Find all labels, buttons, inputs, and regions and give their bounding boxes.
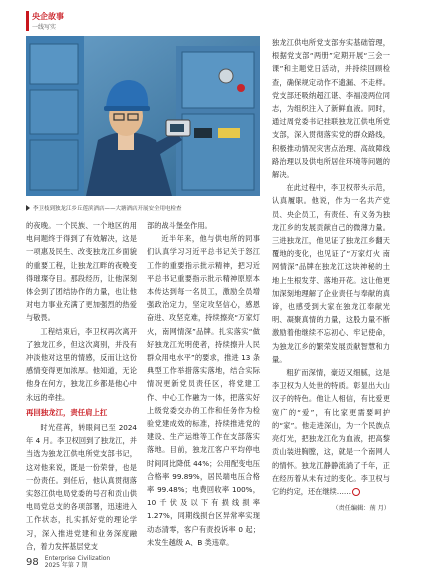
header-accent-bar xyxy=(26,11,29,31)
paragraph: 的夜晚。一个民族、一个地区的用电问题终于得到了有效解决，这是一项惠及民生、改变独龙江乡面貌的重要工程，让独龙江畔的夜晚变得璀璨夺目。那段经历，让他深刻体会到了团结协作的力量，也让他对电力事业充满了更加强烈的热爱与敬畏。 xyxy=(26,221,137,323)
magazine-name: Enterprise Civilization xyxy=(44,555,111,562)
photo-caption xyxy=(26,204,260,212)
section-subheading: 再回独龙江，责任肩上扛 xyxy=(26,407,108,417)
section-header xyxy=(26,11,66,33)
paragraph: 在此过程中，李卫权带头示范，认真履职。他说，作为一名共产党员、央企员工，有责任、有义务为独龙江乡的发展贡献自己的微薄力量。三进独龙江，他见证了独龙江乡翻天覆地的变化，也见证了“万家灯火 南网情深”品牌在独龙江这块神秘的土地上生根发芽、落地开花。这让他更加深刻地理解了企业责任与奉献的真谛，也感受到大家在独龙江奉献光明、凝聚真情的力量，这股力量不断激励着他继续不忘初心、牢记使命，为独龙江乡的繁荣发展贡献智慧和力量。 xyxy=(272,183,390,364)
text-column-right xyxy=(272,36,390,515)
feature-photo xyxy=(26,36,260,196)
paragraph-text: 粗犷而深情，豪迈又细腻，这是李卫权为人处世的特质。彰显出大山汉子的特色。他让人相信，有比爱更宽广的“爱”，有比家更需要呵护的“家”。他走进深山，为一个民族点亮灯光，把独龙江化为血液，把高黎贡山装进胸膛，这，就是一个南网人的情怀。独龙江静静流淌了千年，正在经历着从未有过的变化。李卫权与它的约定，还在继续…… xyxy=(272,368,390,496)
page-number: 98 xyxy=(26,556,39,568)
footer-publication xyxy=(45,555,111,569)
column-name: 央企故事 xyxy=(32,12,64,21)
text-column-left xyxy=(26,219,137,553)
editor-credit: （责任编辑：荊 月） xyxy=(332,505,390,513)
caption-triangle-icon xyxy=(26,205,30,211)
issue-label: 2025 年第 7 期 xyxy=(44,562,88,569)
paragraph xyxy=(272,366,390,498)
paragraph: 近半年来，他与供电所的同事们认真学习习近平总书记关于怒江工作的重要指示批示精神，把习近平总书记重要指示批示精神原原本本传达到每一名员工，激励全员增强政治定力，坚定攻坚信心，感恩奋进、攻坚克难，持续擦亮“万家灯火，南网情深”品牌。扎实落实“做好独龙江光明使者，持续擦升人民群众用电水平”的要求，推进 13 条典型工作举措落实落地，结合实际情况更新党员责任区，将党建工作、中心工作融为一体，把落实好上级党委交办的工作和任务作为检验党建成效的标准，持续推进党的建设、生产运维等工作在支部落实落地。目前，独龙江客户平均停电时间同比降低 44%；公用配变电压合格率 99.89%，居民端电压合格率 99.48%；电费回收率 100%，10千伏及以下有损线损率 1.27%，同期线损台区异常率实现动态清零，客户有责投诉率 0 起；未发生越级 A、B 类违章。 xyxy=(147,234,260,547)
page-footer xyxy=(26,555,110,569)
end-mark-icon xyxy=(352,488,360,496)
paragraph: 时光荏苒，转眼间已至 2024 年 4 月。李卫权回到了独龙江，并当选为独龙江供电所党支部书记，这对他来说，既是一份荣誉，也是一份责任。到任后，他认真贯彻落实怒江供电局党委的号召和贡山供电局党总支的各项部署，迅速进入工作状态，扎实抓好党的理论学习，深入推进党建和业务深度融合，着力发挥基层党支 xyxy=(26,423,137,551)
text-column-middle xyxy=(147,219,260,549)
paragraph: 工程结束后，李卫权再次离开了独龙江乡，但这次离别，并没有冲淡他对这里的情感，反而让这份感情变得更加浓厚。他知道，无论他身在何方，独龙江乡都是他心中永远的牵挂。 xyxy=(26,326,137,402)
paragraph: 独龙江供电所党支部夯实基础管理，根据党支部“两册”定期开展“三会一课”和主题党日活动，并持续回顾检查，确保规定动作不遗漏、不走样。党支部还吸纳超江谌、李福凌两位同志，为组织注入了新鲜血液。同时，通过周党委书记挂联独龙江供电所党支部，深入贯彻落实党的群众路线，积极推动情况灾害点治理、高故障线路治理以及供电所居住环境等问题的解决。 xyxy=(272,38,390,180)
paragraph: 部的战斗堡垒作用。 xyxy=(147,221,212,230)
section-name: 一线写实 xyxy=(32,24,57,31)
worker-inspection-illustration xyxy=(26,36,260,196)
photo-caption-text: 李卫枝到独龙江乡丘莲滨酒店——大塘酒店开展安全用电检查 xyxy=(33,206,182,212)
